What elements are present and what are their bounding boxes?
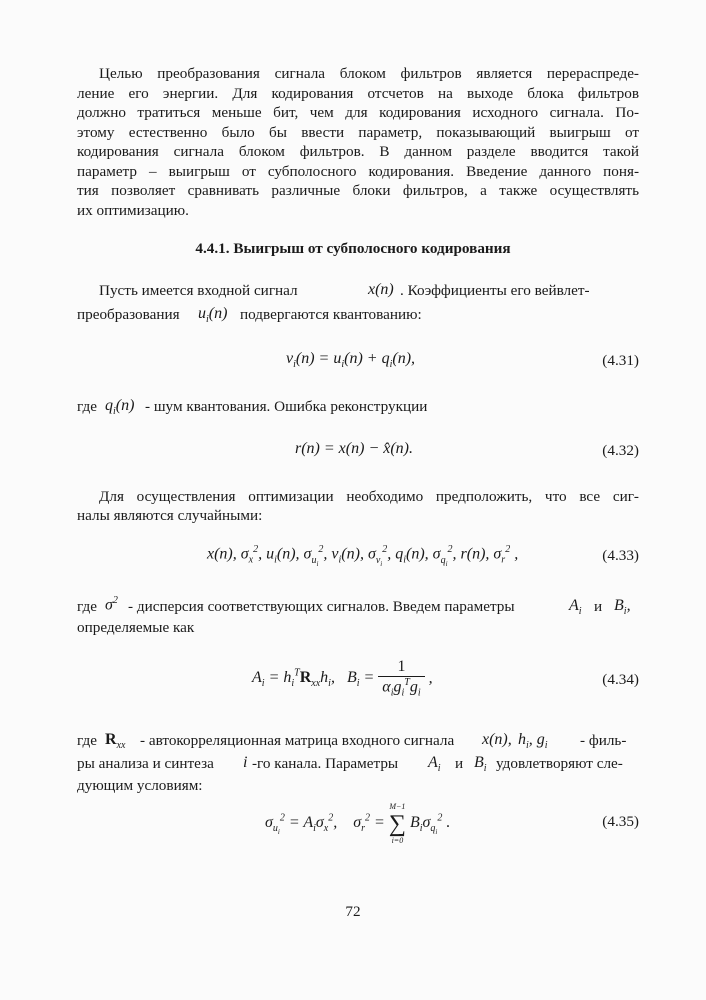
intro-line: тия позволяет сравнивать различные блоки фильтров, а также осуществлять (77, 182, 639, 199)
p6-line1-a: где (77, 732, 97, 749)
intro-line: Целью преобразования сигнала блоком фильтров является перераспреде- (99, 65, 639, 82)
intro-line: должно тратиться меньше бит, чем для кодирования исходного сигнала. По- (77, 104, 639, 121)
p2-line2-b: подвергаются квантованию: (240, 306, 422, 323)
intro-line: этому естественно было бы ввести параметр, показывающий выигрыш от (77, 123, 639, 141)
math-B-i-2: $B_i$ (474, 754, 487, 775)
p2-line2-a: преобразования (77, 306, 180, 323)
eq-number: (4.33) (602, 547, 639, 564)
eq-number: (4.31) (602, 352, 639, 369)
equation-4-33: x(n), $\sigma_x^2$, $u_i(n)$, $\sigma_{u_i}^2$, $v_i(n)$, $\sigma_{v_i}^2$, $q_i(n)$, $\sigma_{q_i}^2$, r(n), $\sigma_r^2$ , (207, 544, 519, 568)
p6-line1-c: - филь- (580, 732, 627, 749)
math-q-i-n: $q_i(n)$ (105, 397, 135, 418)
math-x-n: x(n) (368, 281, 394, 298)
p3-a: где (77, 398, 97, 415)
eq-number: (4.34) (602, 671, 639, 688)
p6-line1-b: - автокорреляционная матрица входного сигнала (140, 732, 455, 749)
p6-line3: дующим условиям: (77, 777, 203, 794)
intro-line: кодирования сигнала блоком фильтров. В данном разделе вводится такой (77, 143, 639, 160)
p4-line1: Для осуществления оптимизации необходимо предположить, что все сиг- (99, 488, 639, 505)
math-i: i (243, 754, 248, 771)
equation-4-32: r(n) = x(n) − x̂(n). (295, 440, 413, 457)
eq-number: (4.32) (602, 442, 639, 459)
intro-paragraph (77, 64, 639, 220)
summation: M−1 ∑ i=0 (388, 802, 406, 845)
equation-4-35: $\sigma_{u_i}^2 = A_i\sigma_x^2$, $\sigma_r^2$ = M−1 ∑ i=0 $B_i\sigma_{q_i}^2$ . (265, 802, 451, 845)
math-x-n-2: x(n), (482, 731, 512, 748)
p2-line1-a: Пусть имеется входной сигнал (99, 282, 298, 299)
section-heading: 4.4.1. Выигрыш от субполосного кодирования (195, 240, 511, 257)
p6-and: и (455, 755, 464, 772)
math-h-g: $h_i$, $g_i$ (518, 731, 548, 752)
equation-4-34: $A_i = h_i^TR_{xx}h_i$, $B_i$ = $\frac{1}{\alpha_ig_i^Tg_i}$ , (252, 658, 433, 699)
p5-and: и (594, 598, 603, 615)
math-A-i: $A_i$ (569, 597, 582, 618)
p6-line2-b: -го канала. Параметры (252, 755, 399, 772)
fraction: $\frac{1}{\alpha_ig_i^Tg_i}$ (378, 658, 424, 699)
p5-line1-a: где (77, 598, 97, 615)
p6-line2-c: удовлетворяют сле- (496, 755, 623, 772)
p3-b: - шум квантования. Ошибка реконструкции (145, 398, 428, 415)
math-sigma-sq: $\sigma^2$ (105, 595, 118, 614)
p4-line2: налы являются случайными: (77, 507, 263, 524)
equation-4-31: $v_i(n) = u_i(n) + q_i(n)$, (286, 350, 416, 371)
intro-line: их оптимизацию. (77, 201, 189, 219)
math-B-i: $B_i$, (614, 597, 631, 618)
eq-number: (4.35) (602, 813, 639, 830)
p5-line1-b: - дисперсия соответствующих сигналов. Введем параметры (128, 598, 515, 615)
p2-line1-b: . Коэффициенты его вейвлет- (400, 282, 590, 299)
math-R-xx: $R_{xx}$ (105, 731, 126, 752)
math-A-i-2: $A_i$ (428, 754, 441, 775)
intro-line: параметр – выигрыш от субполосного кодирования. Введение данного поня- (77, 162, 639, 180)
math-u-i-n: $u_i(n)$ (198, 305, 228, 326)
intro-line: ление его энергии. Для кодирования отсчетов на выходе блока фильтров (77, 84, 639, 102)
page-number: 72 (345, 903, 361, 920)
p5-line2: определяемые как (77, 619, 195, 636)
p6-line2-a: ры анализа и синтеза (77, 755, 214, 772)
